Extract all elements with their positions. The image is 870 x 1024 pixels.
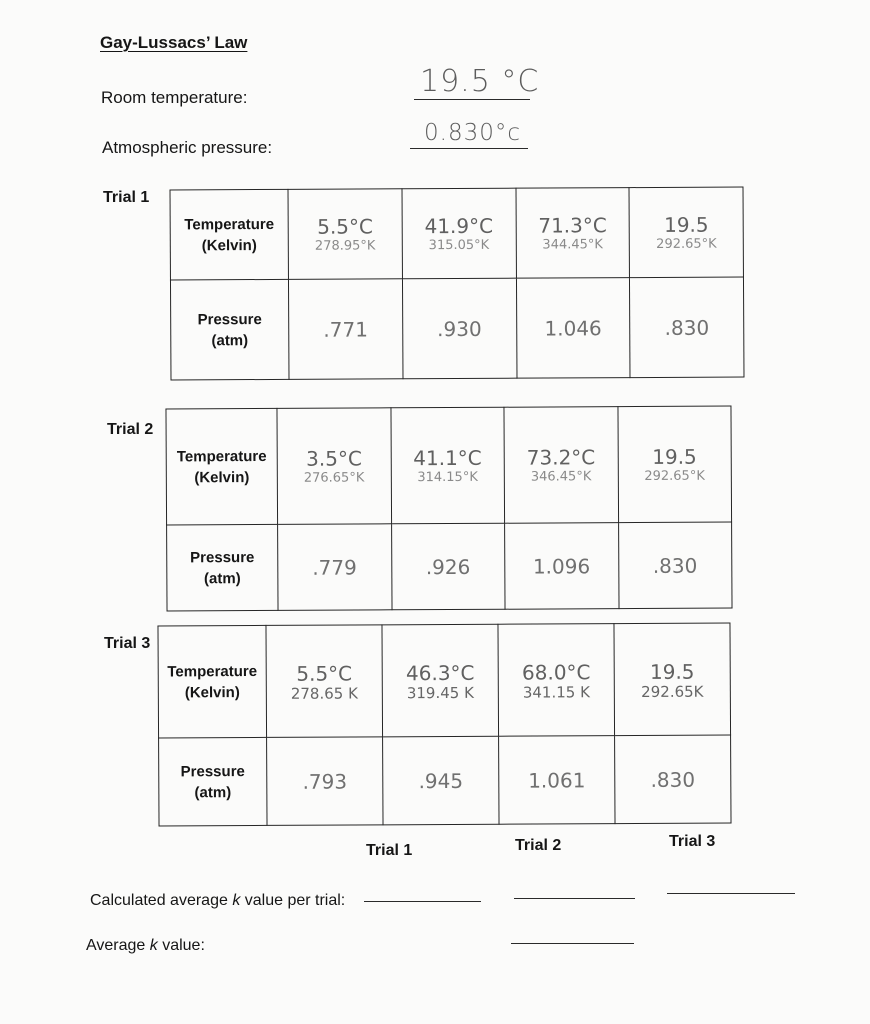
temperature-header: Temperature (Kelvin): [166, 408, 278, 525]
temperature-row: [158, 623, 731, 738]
pressure-cell: .779: [278, 524, 392, 611]
page-title: Gay-Lussacs’ Law: [100, 33, 248, 52]
temperature-cell: 19.5 292.65°K: [629, 187, 743, 278]
pressure-cell: .930: [402, 278, 516, 379]
temperature-row: [170, 187, 743, 280]
pressure-header: Pressure (atm): [170, 279, 289, 380]
trial-3-table: [157, 623, 731, 827]
pressure-cell: .830: [618, 522, 732, 609]
trial-1-table: [170, 186, 745, 380]
trial-2-table: [165, 406, 732, 612]
temperature-cell: 73.2°C 346.45°K: [504, 407, 618, 524]
summary-col-trial-1: Trial 1: [366, 842, 413, 859]
k-per-trial-label: Calculated average k value per trial:: [90, 892, 346, 909]
pressure-cell: 1.061: [499, 736, 615, 825]
pressure-row: [167, 522, 732, 611]
atmospheric-pressure-value: 0.830°c: [424, 120, 521, 146]
average-k-blank: [511, 943, 634, 944]
temperature-cell: 5.5°C 278.65 K: [266, 625, 383, 738]
room-temperature-value: 19.5 °C: [420, 64, 540, 99]
temperature-cell: 71.3°C 344.45°K: [516, 188, 630, 279]
pressure-cell: .771: [288, 279, 402, 380]
summary-col-trial-2: Trial 2: [515, 837, 562, 854]
temperature-cell: 46.3°C 319.45 K: [382, 624, 499, 737]
pressure-cell: 1.046: [516, 278, 630, 379]
temperature-header: Temperature (Kelvin): [170, 189, 288, 280]
pressure-header: Pressure (atm): [159, 737, 267, 826]
pressure-cell: .830: [615, 735, 731, 824]
temperature-cell: 19.5 292.65°K: [617, 406, 731, 523]
temperature-cell: 68.0°C 341.15 K: [498, 624, 615, 737]
room-temperature-blank: [414, 99, 530, 100]
pressure-row: [170, 277, 744, 380]
trial-1-label: Trial 1: [103, 189, 150, 206]
pressure-header: Pressure (atm): [167, 524, 278, 611]
pressure-cell: .926: [391, 523, 505, 610]
temperature-cell: 19.5 292.65K: [614, 623, 731, 736]
pressure-cell: 1.096: [505, 523, 619, 610]
temperature-cell: 41.1°C 314.15°K: [390, 407, 504, 524]
k-trial-2-blank: [514, 898, 635, 899]
k-trial-3-blank: [667, 893, 795, 894]
atmospheric-pressure-blank: [410, 148, 528, 149]
pressure-row: [159, 735, 731, 826]
pressure-cell: .793: [267, 737, 383, 826]
atmospheric-pressure-label: Atmospheric pressure:: [102, 138, 273, 157]
pressure-cell: .945: [383, 736, 499, 825]
temperature-row: [166, 406, 732, 525]
temperature-header: Temperature (Kelvin): [158, 625, 267, 738]
pressure-cell: .830: [630, 277, 744, 378]
k-trial-1-blank: [364, 901, 481, 902]
temperature-cell: 3.5°C 276.65°K: [277, 408, 391, 525]
trial-2-label: Trial 2: [107, 421, 154, 438]
temperature-cell: 5.5°C 278.95°K: [288, 189, 402, 280]
room-temperature-label: Room temperature:: [101, 88, 248, 107]
average-k-label: Average k value:: [86, 937, 205, 954]
summary-col-trial-3: Trial 3: [669, 833, 716, 850]
temperature-cell: 41.9°C 315.05°K: [402, 188, 516, 279]
trial-3-label: Trial 3: [104, 635, 151, 652]
